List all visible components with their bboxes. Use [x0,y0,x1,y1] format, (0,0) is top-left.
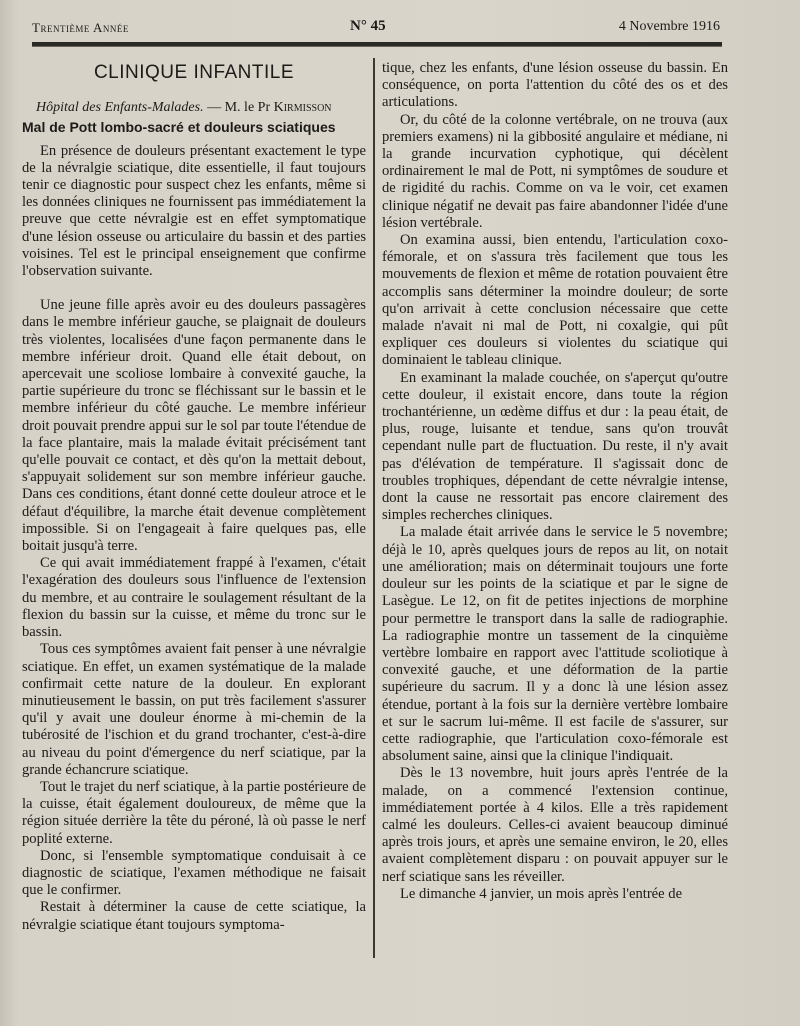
right-paragraph-6: Dès le 13 novembre, huit jours après l'entrée de la malade, on a commencé l'extension continue, immédiatement portée à 4 kilos. Elle a très rapidement calmé les douleurs. Celles-ci avaient beaucoup diminué après trois jours, et après une semaine environ, le 20, elles avaient complètement disparu : on pouvait appuyer sur le nerf sciatique sans les réveiller. [382,765,728,885]
right-paragraph-7: Le dimanche 4 janvier, un mois après l'entrée de [400,885,683,902]
article-subject: Mal de Pott lombo-sacré et douleurs sciatiques [22,119,336,136]
header-rule [32,42,722,47]
left-paragraph-7: Restait à déterminer la cause de cette sciatique, la névralgie sciatique étant toujours symptoma- [22,899,366,933]
right-paragraph-4: En examinant la malade couchée, on s'aperçut qu'outre cette douleur, il existait encore, dans toute la région trochantérienne, un œdème diffus et dur : la peau était, de plus, rouge, luisante et tendue, sans qu'on trouvât cependant nulle part de fluctuation. Du reste, il n'y avait pas d'élévation de température. Il s'agissait donc de troubles trophiques, dépendant de cette névralgie intense, dont la cause ne ressortait pas encore clairement des simples recherches cliniques. [382,369,728,524]
left-paragraph-1: En présence de douleurs présentant exactement le type de la névralgie sciatique, dite essentielle, il faut toujours tenir ce diagnostic pour suspect chez les enfants, même si les données cliniques ne fournissent pas immédiatement la preuve que cette névralgie est en effet symptomatique d'une lésion osseuse ou articulaire du bassin et des parties voisines. Tel est le principal enseignement que confirme l'observation suivante. [22,142,366,280]
section-title: CLINIQUE INFANTILE [93,62,295,83]
right-paragraph-2: Or, du côté de la colonne vertébrale, on ne trouva (aux premiers examens) ni la gibbosité angulaire et médiane, ni la grande incurvation cyphotique, qui décèlent ordinairement le mal de Pott, ni symptômes de soudure et de rigidité du rachis. Comme on va le voir, cet examen clinique négatif ne devait pas faire abandonner l'idée d'une lésion vertébrale. [382,111,728,231]
hospital-place: Hôpital des Enfants-Malades. [36,100,204,116]
left-paragraph-6: Donc, si l'ensemble symptomatique conduisait à ce diagnostic de sciatique, l'examen méthodique ne faisait que le confirmer. [22,847,366,899]
author-prefix: — M. le Pr [203,100,274,116]
left-paragraph-4: Tous ces symptômes avaient fait penser à une névralgie sciatique. En effet, un examen systématique de la malade confirmait cette nature de la douleur. En explorant minutieusement le bassin, on put très facilement s'assurer qu'il y avait une douleur énorme à mi-chemin de la tubérosité de l'ischion et du grand trochanter, c'est-à-dire au niveau du point d'émergence du nerf sciatique, par la grande échancrure sciatique. [22,641,366,778]
right-column [382,60,728,903]
right-paragraph-3: On examina aussi, bien entendu, l'articulation coxo-fémorale, et on s'assura très facilement que tous les mouvements de flexion et même de rotation pouvaient être accomplis sans déterminer la moindre douleur; de sorte qu'on arrivait à cette conclusion nécessaire que cette malade n'avait ni mal de Pott, ni coxalgie, qui pût expliquer ces douleurs si violentes du sciatique qui dominaient le tableau clinique. [382,232,728,369]
left-column [22,62,366,934]
left-paragraph-2: Une jeune fille après avoir eu des douleurs passagères dans le membre inférieur gauche, se plaignait de douleurs très violentes, localisées d'une façon permanente dans le membre inférieur droit. Quand elle était debout, on apercevait une scoliose lombaire à convexité gauche, la partie supérieure du tronc se fléchissant sur le bassin et le membre inférieur du côté gauche. Le membre inférieur droit pouvait prendre appui sur le sol par toute l'étendue de la face plantaire, mais la malade évitait précisément tant qu'elle pouvait ce contact, et dès qu'on la mettait debout, s'appuyait solidement sur son membre inférieur gauche. Dans ces conditions, étant donné cette douleur atroce et le défaut d'équilibre, la marche était devenue complètement impossible. Si on l'engageait à faire quelques pas, elle boitait jusqu'à terre. [22,297,366,555]
left-paragraph-5: Tout le trajet du nerf sciatique, à la partie postérieure de la cuisse, était également douloureux, de même que la région située derrière la tête du péroné, là où passe le nerf poplité externe. [22,778,366,847]
left-paragraph-3: Ce qui avait immédiatement frappé à l'examen, c'était l'exagération des douleurs sous l'influence de l'extension du membre, et au contraire le soulagement résultant de la flexion du bassin sur la cuisse, et même du tronc sur le bassin. [22,555,366,641]
author-name: Kirmisson [273,100,332,116]
right-paragraph-5: La malade était arrivée dans le service le 5 novembre; déjà le 10, après quelques jours de repos au lit, on notait une amélioration; mais on déterminait toujours une forte douleur sur les points de la sciatique et par le signe de Lasègue. Le 12, on fit de petites injections de morphine pour permettre le transport dans la salle de radiographie. La radiographie montre un tassement de la cinquième vertèbre lombaire en rapport avec l'attitude scoliotique à convexité gauche, et une déformation de la partie supérieure du sacrum. Il y a donc là une lésion assez étendue, portant à la fois sur la dernière vertèbre lombaire et sur le sacrum lui-même. Il est facile de s'assurer, sur cette radiographie, que l'articulation coxo-fémorale est absolument saine, ainsi que la clinique l'indiquait. [382,524,728,765]
volume-label: Trentième Année [32,20,129,35]
issue-date: 4 Novembre 1916 [618,19,720,34]
issue-number: N° 45 [350,18,386,34]
hospital-byline [36,99,366,116]
paragraph-gap [22,280,366,297]
column-divider [373,58,375,958]
right-paragraph-1: tique, chez les enfants, d'une lésion osseuse du bassin. En conséquence, on porta l'attention du côté des os et des articulations. [382,60,728,111]
page-header [32,18,720,42]
